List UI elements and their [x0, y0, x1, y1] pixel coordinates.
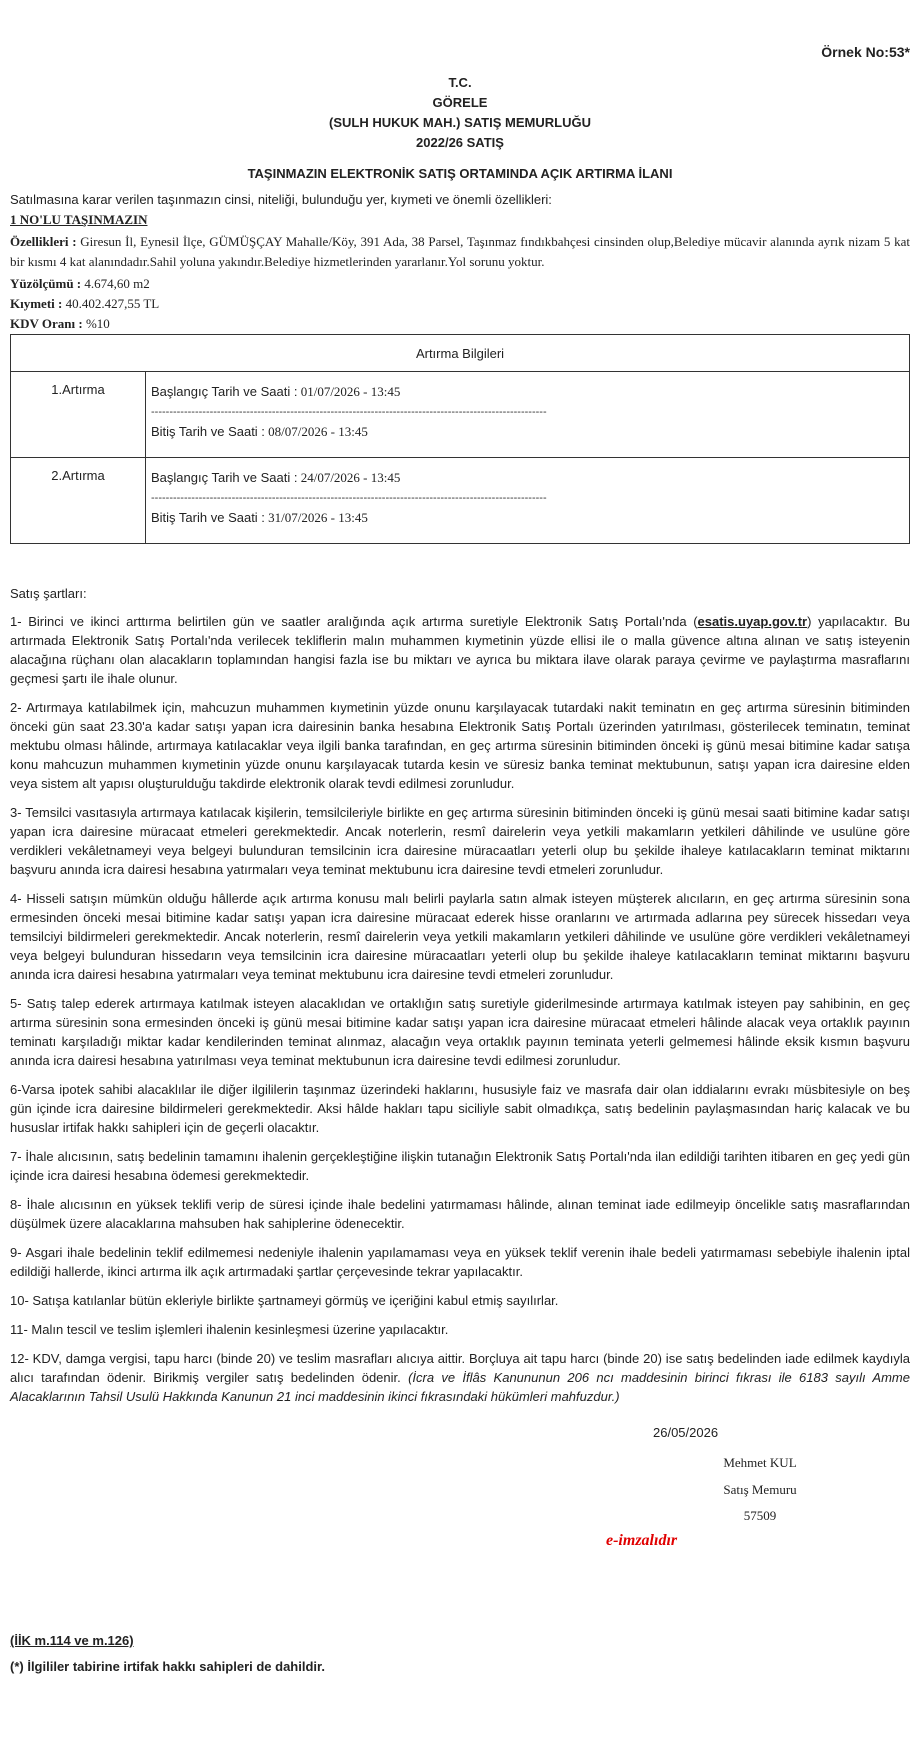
end-value: 08/07/2026 - 13:45	[264, 424, 368, 439]
end-datetime	[151, 424, 903, 440]
features-label: Özellikleri :	[10, 234, 77, 249]
auction-round-times	[146, 372, 910, 458]
signer-role: Satış Memuru	[723, 1482, 797, 1497]
condition-1: 1- Birinci ve ikinci arttırma belirtilen gün ve saatler aralığında açık artırma suretiyle Elektronik Satış Portalı'nda (esatis.uyap.gov.tr) yapılacaktır. Bu artırmada Elektronik Satış Portalı'nda verilecek tekliflerin malın muhammen kıymetinin yüzde ellisi ile o malla güvence altına alınan ve satış isteyenin alacağına rüçhanı olan alacakların toplamından hangisi fazla ise bu miktarı ve ayrıca bu miktara ilave olarak paraya çevirme ve paylaştırma masraflarını geçmesi şartı ile ihale olunur.	[10, 614, 910, 686]
property-area	[10, 276, 150, 292]
office-header	[10, 73, 910, 153]
condition-10: 10- Satışa katılanlar bütün ekleriyle birlikte şartnameyi görmüş ve içeriğini kabul etmiş sayılırlar.	[10, 1293, 559, 1308]
features-text: Giresun İl, Eynesil İlçe, GÜMÜŞÇAY Mahalle/Köy, 391 Ada, 38 Parsel, Taşınmaz fındıkbahçesi cinsinden olup,Belediye mücavir alanında ayrık nizam 5 kat bir kısmı 4 kat alanındadır.Sahil yoluna yakındır.Belediye hizmetlerinden yararlanır.Yol sorunu yoktur.	[10, 234, 910, 269]
start-datetime	[151, 384, 903, 400]
intro-text: Satılmasına karar verilen taşınmazın cinsi, niteliği, bulunduğu yer, kıymeti ve önemli özellikleri:	[10, 192, 552, 207]
end-label: Bitiş Tarih ve Saati :	[151, 424, 265, 439]
start-label: Başlangıç Tarih ve Saati :	[151, 470, 298, 485]
signer-name: Mehmet KUL	[723, 1455, 797, 1470]
auction-row	[11, 458, 910, 544]
header-city: GÖRELE	[432, 95, 488, 110]
sample-number: Örnek No:53*	[821, 44, 910, 60]
law-reference: (İİK m.114 ve m.126)	[10, 1633, 134, 1648]
area-label: Yüzölçümü :	[10, 276, 82, 291]
auction-round-times	[146, 458, 910, 544]
document-title: TAŞINMAZIN ELEKTRONİK SATIŞ ORTAMINDA AÇIK ARTIRMA İLANI	[247, 166, 673, 181]
auction-table	[10, 334, 910, 544]
signer-number: 57509	[743, 1508, 777, 1523]
property-heading: 1 NO'LU TAŞINMAZIN	[10, 212, 148, 227]
condition-3: 3- Temsilci vasıtasıyla artırmaya katılacak kişilerin, temsilcileriyle birlikte en geç artırma süresinin bitiminden önceki iş günü mesai saati bitimine kadar satışı yapan icra dairesine müracaat etmeleri gerekmektedir. Ancak noterlerin, resmî dairelerin veya yetkili makamların yetkileri dâhilinde ve usulüne göre verdikleri vekâletnameyi veya belgeyi bulunduran temsilcinin icra dairesine müracaatları yeterli olup bu şekilde ihaleye katılacakların teminat miktarını başvuru anında icra dairesi hesabına yatırmaları veya teminat mektubunu icra dairesine tevdi etmeleri zorunludur.	[10, 805, 910, 877]
condition-6: 6-Varsa ipotek sahibi alacaklılar ile diğer ilgililerin taşınmaz üzerindeki haklarını, hususiyle faiz ve masrafa dair olan iddialarını evrakı müsbitesiyle on beş gün içinde icra dairesine bildirmeleri gerekmektedir. Aksi hâlde hakları tapu siciliyle sabit olmadıkça, satış bedelinin paylaşmasından hariç kalacak ve bu hususlar irtifak hakkı sahipleri için de geçerli olacaktır.	[10, 1082, 910, 1135]
footnote: (*) İlgililer tabirine irtifak hakkı sahipleri de dahildir.	[10, 1659, 325, 1674]
end-datetime	[151, 510, 903, 526]
end-label: Bitiş Tarih ve Saati :	[151, 510, 265, 525]
start-value: 01/07/2026 - 13:45	[297, 384, 401, 399]
auction-table-header-row	[11, 335, 910, 372]
auction-table-header: Artırma Bilgileri	[11, 335, 910, 372]
vat-value: %10	[82, 316, 110, 331]
separator-dashes: ------------------------------------------------------------------------------------------------------------	[151, 492, 547, 504]
condition-4: 4- Hisseli satışın mümkün olduğu hâllerde açık artırma konusu malı belirli paylarla satın almak isteyen müşterek alıcıların, en geç artırma süresinin sona ermesinden önceki mesai bitimine kadar satışı yapan icra dairesine müracaat ederek hisse oranlarını ve artırmada adlarına pey sürecek hissedarı veya temsilciyi bildirmeleri gerekmektedir. Ancak noterlerin, resmî dairelerin veya yetkili makamların yetkileri dâhilinde ve usulüne göre verdikleri vekâletnameyi veya belgeyi bulunduran hissedarın veya temsilcinin icra dairesine müracaatları yeterli olup bu şekilde ihaleye katılacakların teminat miktarını başvuru anında icra dairesi hesabına yatırmaları veya teminat mektubunu icra dairesine tevdi etmeleri zorunludur.	[10, 891, 910, 982]
property-features	[10, 232, 910, 272]
value-label: Kıymeti :	[10, 296, 63, 311]
property-vat	[10, 316, 110, 332]
start-label: Başlangıç Tarih ve Saati :	[151, 384, 298, 399]
e-signature-mark: e-imzalıdır	[606, 1532, 678, 1549]
condition-7: 7- İhale alıcısının, satış bedelinin tamamını ihalenin gerçekleştiğine ilişkin tutanağın Elektronik Satış Portalı'nda ilan edildiği tarihten itibaren en geç yedi gün içinde icra dairesi hesabına ödemesi gerekmektedir.	[10, 1149, 910, 1183]
esatis-link[interactable]: esatis.uyap.gov.tr	[697, 614, 808, 629]
area-value: 4.674,60 m2	[81, 276, 150, 291]
condition-8: 8- İhale alıcısının en yüksek teklifi verip de süresi içinde ihale bedelini yatırmaması hâlinde, alınan teminat iade edilmeyip öncelikle satış masraflarından düşülmek üzere alacaklarına mahsuben hak sahiplerine ödenecektir.	[10, 1197, 910, 1231]
header-case-no: 2022/26 SATIŞ	[416, 135, 504, 150]
condition-5: 5- Satış talep ederek artırmaya katılmak isteyen alacaklıdan ve ortaklığın satış suretiyle giderilmesinde artırmaya katılmak isteyen pay sahibinin, en geç artırma süresinin sona ermesinden önceki iş günü mesai bitimine kadar satışı yapan icra dairesine müracaat etmeleri hâlinde alacak veya ortaklık payının teminatı karşıladığı miktar kadar kendilerinden teminat alınmaz, alacağın veya ortaklık payının teminata yeterli gelmemesi hâlinde eksik kısmın başvuru anında icra dairesi hesabına yatırılması veya teminat mektubunun icra dairesine tevdi edilmesi zorunludur.	[10, 996, 910, 1068]
conditions-list	[10, 612, 910, 1416]
condition-12: 12- KDV, damga vergisi, tapu harcı (binde 20) ve teslim masrafları alıcıya aittir. Borçluya ait tapu harcı (binde 20) ise satış bedelinden iade edilmek kaydıyla alıcı tarafından ödenir. Birikmiş vergiler satış bedelinden ödenir. (İcra ve İflâs Kanununun 206 ncı maddesinin birinci fıkrası ile 6183 sayılı Amme Alacaklarının Tahsil Usulü Hakkında Kanunun 21 inci maddesinin ikinci fıkrasındaki hükümleri mahfuzdur.)	[10, 1351, 910, 1404]
property-value	[10, 296, 159, 312]
start-value: 24/07/2026 - 13:45	[297, 470, 401, 485]
auction-round-name: 1.Artırma	[11, 372, 146, 458]
condition-9: 9- Asgari ihale bedelinin teklif edilmemesi nedeniyle ihalenin yapılamaması veya en yüksek teklif verenin ihale bedeli yatırmaması sebebiyle ihalenin iptal edildiği hallerde, ikinci artırma ilk açık artırmadaki şartlar çerçevesinde tekrar yapılacaktır.	[10, 1245, 910, 1279]
start-datetime	[151, 470, 903, 486]
header-tc: T.C.	[448, 75, 472, 90]
auction-round-name: 2.Artırma	[11, 458, 146, 544]
condition-11: 11- Malın tescil ve teslim işlemleri ihalenin kesinleşmesi üzerine yapılacaktır.	[10, 1322, 449, 1337]
value-value: 40.402.427,55 TL	[62, 296, 160, 311]
auction-row	[11, 372, 910, 458]
conditions-heading: Satış şartları:	[10, 586, 87, 601]
separator-dashes: ------------------------------------------------------------------------------------------------------------	[151, 406, 547, 418]
condition-2: 2- Artırmaya katılabilmek için, mahcuzun muhammen kıymetinin yüzde onunu karşılayacak tutardaki nakit teminatın en geç artırma süresinin bitiminden önceki gün saat 23.30'a kadar satışı yapan icra dairesinin banka hesabına Elektronik Satış Portalı üzerinden yatırılması, gösterilecek teminatın, teminat mektubu olması hâlinde, artırmaya katılacaklar veya ilgili banka tarafından, en geç artırma süresinin bitiminden önceki iş günü mesai bitimine kadar satışa konu mahcuzun muhammen kıymetinin yüzde onunu karşılayacak tutarda kesin ve süresiz banka teminat mektubunun, satışı yapan icra dairesine elden veya sistem alt yapısı oluşturulduğu takdirde elektronik olarak tevdi edilmesi zorunludur.	[10, 700, 910, 791]
header-office: (SULH HUKUK MAH.) SATIŞ MEMURLUĞU	[329, 115, 591, 130]
end-value: 31/07/2026 - 13:45	[264, 510, 368, 525]
vat-label: KDV Oranı :	[10, 316, 83, 331]
signature-date: 26/05/2026	[653, 1425, 719, 1440]
